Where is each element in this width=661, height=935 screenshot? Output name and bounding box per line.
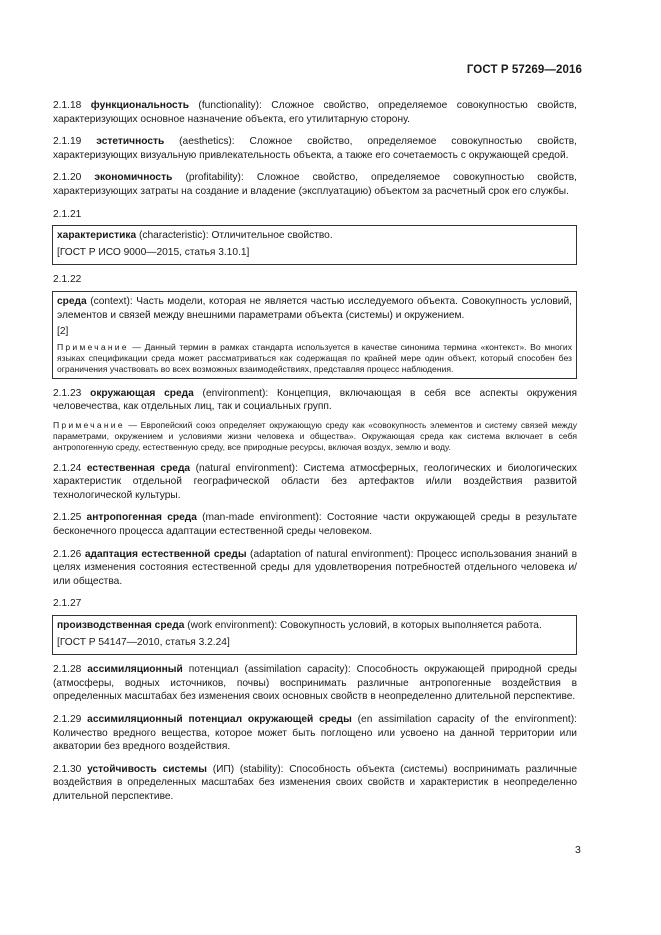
entry-2-1-20 (53, 171, 577, 198)
entry-definition: (context): Часть модели, которая не является частью исследуемого объекта. Совокупность условий, элементов и связей между внешними параметрами объекта (системы) и окружением. (57, 295, 572, 321)
entry-2-1-24 (53, 462, 577, 503)
entry-reference: [ГОСТ Р ИСО 9000—2015, статья 3.10.1] (57, 246, 250, 258)
entry-2-1-18 (53, 99, 577, 126)
entry-number-2-1-21: 2.1.21 (53, 208, 82, 220)
entry-term: ассимиляционный потенциал окружающей среды (87, 714, 352, 725)
entry-term: антропогенная среда (86, 512, 197, 524)
entry-2-1-25 (53, 511, 577, 538)
entry-number: 2.1.30 (53, 763, 82, 775)
entry-term: среда (57, 295, 87, 307)
page-content (53, 99, 577, 813)
entry-definition: (work environment): Совокупность условий, в которых выполняется работа. (184, 620, 542, 632)
entry-2-1-23 (53, 387, 577, 414)
entry-definition: (en assimilation capacity of the environment): Количество вредного вещества, которое может быть поглощено или усвоено на данной территории или акватории без вредного воздействия. (53, 714, 577, 753)
entry-number: 2.1.26 (53, 548, 82, 560)
entry-number: 2.1.18 (53, 100, 82, 111)
note-text: — Европейский союз определяет окружающую среду как «совокупность элементов и систему связей между параметрами, окружением и условиями жизни человека и общества». Окружающая среда как система включает в себя антропогенную среду, естественную среду, все природные ресурсы, включая воздух, землю и воду. (53, 419, 577, 453)
entry-2-1-28 (53, 663, 577, 704)
entry-definition: потенциал (assimilation capacity): Способность окружающей природной среды (атмосферы, водных источников, почвы) воспринимать различные антропогенные воздействия в определенных масштабах без изменения своих основных свойств в неопределенно длительной перспективе. (53, 664, 577, 703)
entry-number-2-1-27: 2.1.27 (53, 598, 82, 610)
entry-definition: (functionality): Сложное свойство, определяемое совокупностью свойств, характеризующих основное назначение объекта, его утилитарную сторону. (53, 100, 577, 125)
entry-definition: (aesthetics): Сложное свойство, определяемое совокупностью свойств, характеризующих визуальную привлекательность объекта, а также его сочетаемость с окружающей средой. (53, 136, 577, 161)
document-header: ГОСТ Р 57269—2016 (466, 64, 582, 76)
entry-definition: (characteristic): Отличительное свойство. (136, 230, 333, 242)
note-text: — Данный термин в рамках стандарта используется в качестве синонима термина «контекст». Во многих языках спецификации среда может рассматриваться как содержащая по крайней мере один объект, который способен без ограничения участвовать во всех возможных взаимодействиях, представляя процесс наблюдения. (57, 341, 572, 375)
entry-2-1-19 (53, 135, 577, 162)
entry-2-1-26 (53, 548, 577, 589)
entry-box-2-1-21 (52, 225, 577, 265)
entry-box-2-1-22 (52, 291, 577, 379)
page-number: 3 (575, 844, 581, 856)
entry-term: производственная среда (57, 620, 185, 632)
entry-definition: (environment): Концепция, включающая в себя все аспекты окружения человечества, как отдельных лиц, так и социальных групп. (53, 387, 577, 413)
entry-term: функциональность (90, 100, 189, 111)
entry-reference: [ГОСТ Р 54147—2010, статья 3.2.24] (57, 636, 230, 648)
entry-definition: (ИП) (stability): Способность объекта (системы) воспринимать различные воздействия в определенных масштабах без изменения своих свойств и характеристик в неопределенно длительной перспективе. (53, 763, 578, 802)
entry-number: 2.1.19 (53, 136, 82, 148)
entry-2-1-30 (53, 763, 577, 804)
entry-note (57, 342, 572, 376)
entry-reference: [2] (57, 326, 69, 338)
entry-definition: (man-made environment): Состояние части окружающей среды в результате бесконечного процесса адаптации естественной среды человеком. (53, 512, 577, 538)
entry-term: окружающая среда (90, 387, 194, 399)
entry-definition: (adaptation of natural environment): Процесс использования знаний в целях изменения состояния естественной среды для удовлетворения потребностей отдельного человека и/или общества. (53, 548, 577, 587)
entry-term: экономичность (94, 172, 173, 184)
entry-term: эстетичность (96, 136, 165, 148)
entry-term: ассимиляционный (87, 664, 183, 676)
entry-number: 2.1.23 (53, 387, 82, 399)
entry-number: 2.1.20 (53, 172, 82, 184)
entry-number: 2.1.29 (53, 714, 82, 725)
entry-definition-line (57, 295, 572, 322)
entry-term: естественная среда (86, 462, 191, 474)
entry-number: 2.1.24 (53, 462, 82, 474)
note-label: Примечание (53, 419, 125, 430)
entry-definition: (natural environment): Система атмосферных, геологических и биологических характеристик отдельной географической области без артефактов и/или воздействия развитой технологической культуры. (53, 462, 577, 501)
entry-term: характеристика (57, 230, 137, 242)
entry-number: 2.1.25 (53, 512, 82, 524)
entry-definition-line (57, 619, 572, 633)
note-label: Примечание (57, 341, 129, 352)
entry-box-2-1-27 (52, 615, 577, 655)
entry-term: адаптация естественной среды (84, 548, 247, 560)
entry-definition-line (57, 229, 572, 243)
entry-2-1-29 (53, 713, 577, 754)
entry-number-2-1-22: 2.1.22 (53, 274, 82, 286)
entry-term: устойчивость системы (87, 763, 207, 775)
entry-definition: (profitability): Сложное свойство, определяемое совокупностью свойств, характеризующих затраты на создание и владение (эксплуатацию) объектом за расчетный срок его службы. (53, 172, 577, 197)
entry-note (53, 420, 577, 454)
entry-number: 2.1.28 (53, 664, 82, 676)
